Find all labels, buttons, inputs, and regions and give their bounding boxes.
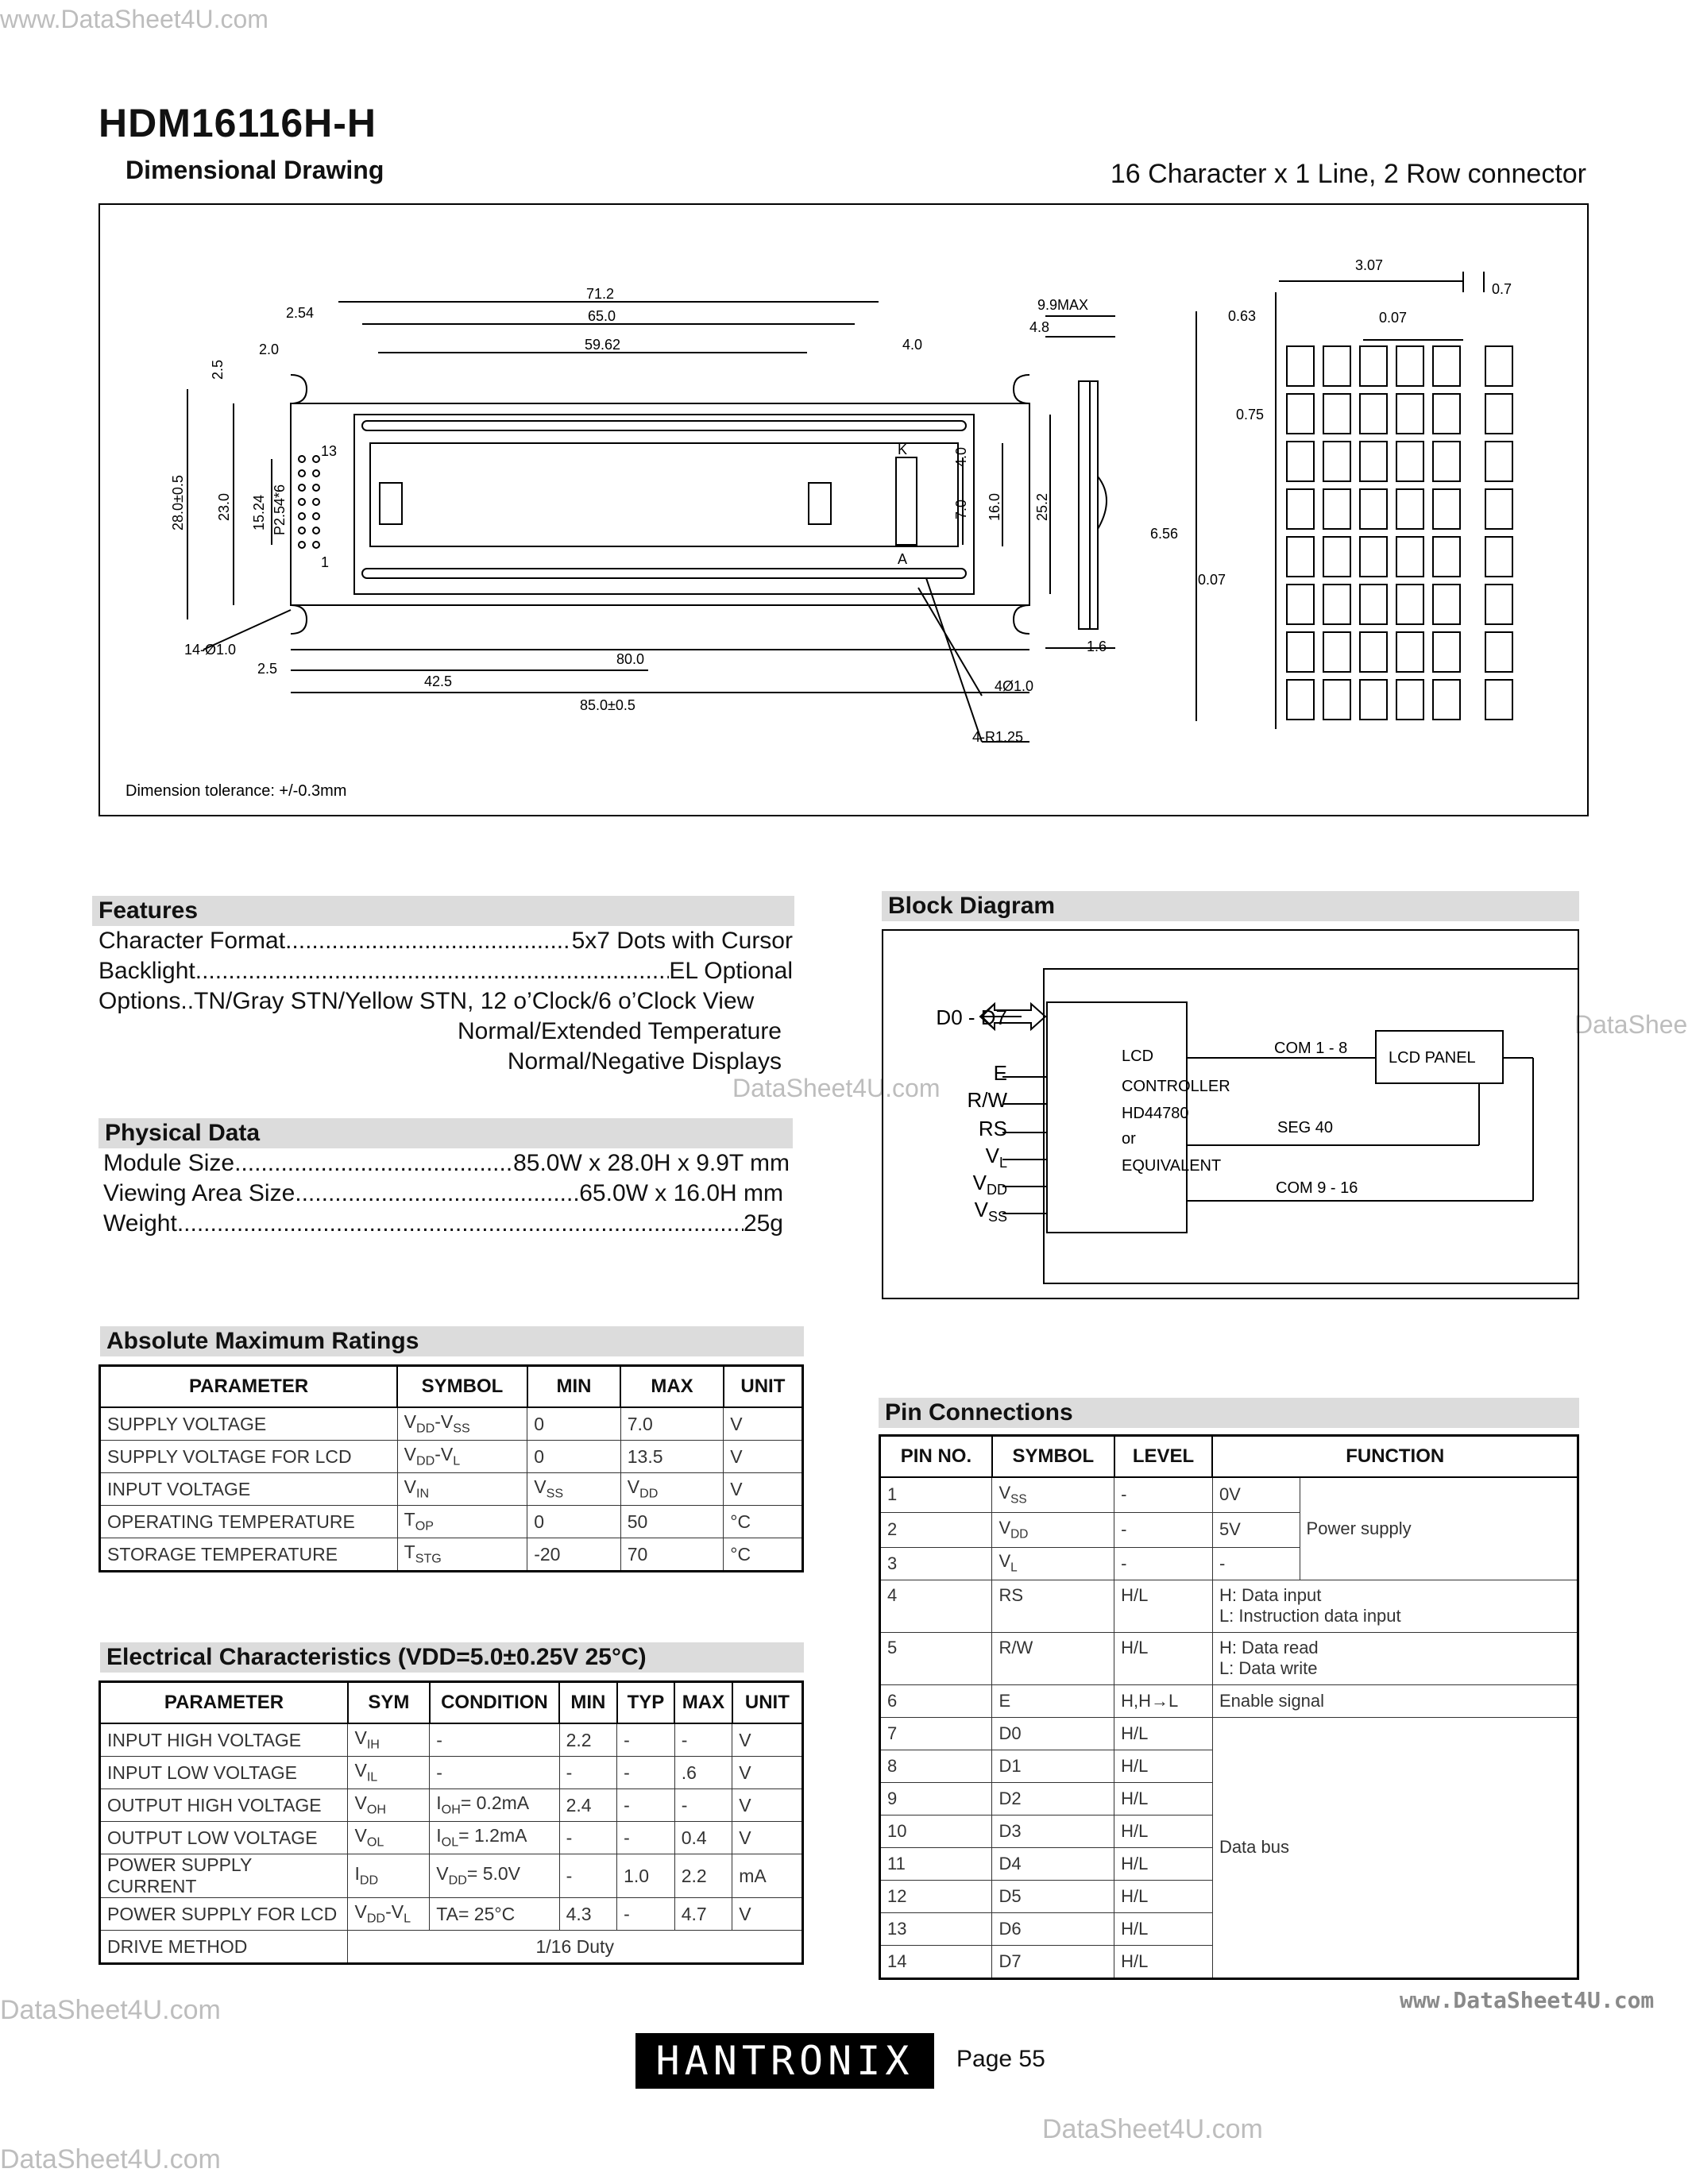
table-row: 7 D0 H/L Data bus — [880, 1717, 1578, 1750]
block-diagram — [882, 929, 1579, 1299]
dim-0-07a: 0.07 — [1379, 310, 1408, 326]
watermark-bottom-left: DataSheet4U.com — [0, 1995, 221, 2025]
power-supply-cell: Power supply — [1300, 1477, 1578, 1580]
viewing-area — [370, 443, 958, 546]
table-row: INPUT LOW VOLTAGE $V_{IL}$ - - - .6 V — [100, 1757, 803, 1789]
dim-0-63: 0.63 — [1228, 308, 1257, 324]
dot-matrix — [1287, 346, 1512, 720]
dim-42-5: 42.5 — [424, 673, 453, 689]
table-row: OUTPUT LOW VOLTAGE $V_{OL}$ $I_{OL}= 1.2mA$ - - 0.4 V — [100, 1822, 803, 1854]
hantronix-logo: HANTRONIX — [635, 2033, 934, 2089]
dim-28: 28.0±0.5 — [170, 475, 186, 531]
table-row: 10 D3 H/L — [880, 1815, 1578, 1847]
dim-1-6: 1.6 — [1087, 639, 1107, 654]
feature-displays: Normal/Negative Displays — [507, 1048, 782, 1075]
dim-6-56: 6.56 — [1150, 526, 1179, 542]
dim-4-8: 4.8 — [1029, 319, 1050, 335]
bd-seg-40: SEG 40 — [1277, 1119, 1334, 1136]
dim-59-62: 59.62 — [585, 337, 621, 353]
pin-holes — [299, 456, 319, 548]
pin-1-label: 1 — [321, 554, 330, 570]
abs-max-table — [98, 1364, 804, 1572]
feature-char-format: Character Format ..... 5x7 Dots with Cursor — [98, 926, 793, 956]
data-bus-cell: Data bus — [1212, 1717, 1578, 1978]
dim-7-0: 7.0 — [953, 499, 969, 519]
feature-backlight: Backlight ..... EL Optional — [98, 956, 793, 986]
table-header-row: PARAMETER SYM CONDITION MIN TYP MAX UNIT — [100, 1682, 803, 1724]
module-description: 16 Character x 1 Line, 2 Row connector — [1110, 159, 1586, 189]
dim-2-0: 2.0 — [259, 341, 280, 357]
table-header-row — [100, 1366, 803, 1408]
dim-65: 65.0 — [588, 308, 616, 324]
electrical-heading: Electrical Characteristics (VDD=5.0±0.25V 25°C) — [100, 1642, 804, 1673]
bd-ctrl-line5: EQUIVALENT — [1122, 1157, 1222, 1175]
col-max: MAX — [620, 1366, 724, 1408]
pins-heading: Pin Connections — [879, 1398, 1579, 1428]
watermark-right-edge: DataShee — [1574, 1010, 1688, 1039]
feature-options: Options..TN/Gray STN/Yellow STN, 12 o’Clock/6 o’Clock View — [98, 988, 755, 1014]
table-row: DRIVE METHOD 1/16 Duty — [100, 1931, 803, 1964]
bd-ctrl-line1: LCD — [1122, 1048, 1154, 1065]
dim-4-r: 4-R1.25 — [972, 729, 1024, 745]
bd-vdd: $V_{DD}$ — [972, 1171, 1007, 1198]
dim-0-75: 0.75 — [1236, 407, 1265, 423]
dim-4-0v: 4.0 — [953, 446, 969, 467]
dim-2-5a: 2.5 — [210, 359, 226, 380]
watermark-top: www.DataSheet4U.com — [0, 5, 268, 33]
table-row: 11 D4 H/L — [880, 1847, 1578, 1880]
dim-85: 85.0±0.5 — [580, 697, 635, 713]
physical-heading: Physical Data — [98, 1118, 793, 1148]
features-heading: Features — [92, 896, 794, 926]
dim-2-5b: 2.5 — [257, 661, 278, 677]
physical-viewing-area: Viewing Area Size ..... 65.0W x 16.0H mm — [103, 1179, 790, 1209]
dim-23: 23.0 — [216, 492, 232, 521]
dim-80: 80.0 — [616, 651, 645, 667]
dim-14-holes: 14-Ø1.0 — [184, 642, 237, 658]
bd-rw: R/W — [967, 1088, 1007, 1112]
dimensional-drawing — [98, 203, 1589, 816]
table-row: STORAGE TEMPERATURE $T_{STG}$ -20 70 °C — [100, 1538, 803, 1572]
block-diagram-svg — [883, 931, 1578, 1298]
page-title: HDM16116H-H — [98, 101, 377, 145]
table-row: POWER SUPPLY CURRENT $I_{DD}$ $V_{DD}= 5.0V$ - 1.0 2.2 mA — [100, 1854, 803, 1898]
table-row: OPERATING TEMPERATURE $T_{OP}$ 0 50 °C — [100, 1506, 803, 1538]
bd-vss: $V_{SS}$ — [974, 1198, 1007, 1225]
table-row: 8 D1 H/L — [880, 1750, 1578, 1782]
dim-4-0: 4.0 — [902, 337, 923, 353]
drawing-subtitle: Dimensional Drawing — [126, 156, 384, 184]
table-row: INPUT VOLTAGE $V_{IN}$ $V_{SS}$ $V_{DD}$ V — [100, 1473, 803, 1506]
col-unit: UNIT — [724, 1366, 803, 1408]
col-min: MIN — [527, 1366, 621, 1408]
table-row: 9 D2 H/L — [880, 1782, 1578, 1815]
table-row: 5 R/W H/L H: Data read L: Data write — [880, 1632, 1578, 1684]
page-number: Page 55 — [956, 2046, 1045, 2072]
physical-list — [103, 1148, 790, 1239]
table-row: 12 D5 H/L — [880, 1880, 1578, 1912]
pin-a-label: A — [898, 551, 908, 567]
dim-4-holes: 4Ø1.0 — [995, 678, 1034, 694]
watermark-mid: DataSheet4U.com — [732, 1074, 941, 1102]
col-symbol: SYMBOL — [397, 1366, 527, 1408]
pin-k-label: K — [898, 442, 908, 457]
feature-temperature: Normal/Extended Temperature — [458, 1018, 782, 1044]
watermark-footer-left: DataSheet4U.com — [0, 2144, 221, 2174]
bd-e: E — [993, 1061, 1007, 1085]
dim-3-07: 3.07 — [1355, 257, 1384, 273]
dim-15-24: 15.24 — [251, 494, 267, 531]
dim-9-9max: 9.9MAX — [1037, 297, 1089, 313]
bd-ctrl-line3: HD44780 — [1122, 1105, 1189, 1122]
watermark-bottom-center: DataSheet4U.com — [1042, 2114, 1263, 2144]
table-row: 13 D6 H/L — [880, 1912, 1578, 1945]
table-row: 6 E H,H→L Enable signal — [880, 1684, 1578, 1717]
dim-0-07b: 0.07 — [1198, 572, 1226, 588]
block-diagram-heading: Block Diagram — [882, 891, 1579, 921]
pin-13-label: 13 — [321, 443, 338, 459]
bd-rs: RS — [978, 1117, 1007, 1140]
tolerance-note: Dimension tolerance: +/-0.3mm — [126, 782, 347, 800]
abs-max-heading: Absolute Maximum Ratings — [100, 1326, 804, 1356]
bd-ctrl-line2: CONTROLLER — [1122, 1078, 1230, 1095]
electrical-table — [98, 1680, 804, 1965]
bd-com-9-16: COM 9 - 16 — [1276, 1179, 1358, 1197]
watermark-bottom-right: www.DataSheet4U.com — [1400, 1987, 1655, 2013]
table-row: SUPPLY VOLTAGE $V_{DD}-V_{SS}$ 0 7.0 V — [100, 1407, 803, 1441]
dim-0-7: 0.7 — [1492, 281, 1512, 297]
table-header-row: PIN NO. SYMBOL LEVEL FUNCTION — [880, 1436, 1578, 1478]
table-row: 1 $V_{SS}$ - 0V Power supply — [880, 1477, 1578, 1512]
drawing-svg — [100, 205, 1587, 815]
bd-lcd-panel: LCD PANEL — [1389, 1049, 1476, 1067]
dim-25-2: 25.2 — [1034, 492, 1050, 521]
table-row: 14 D7 H/L — [880, 1945, 1578, 1978]
dim-71-2: 71.2 — [586, 286, 615, 302]
table-row: 3 $V_L$ - - — [880, 1547, 1578, 1580]
col-parameter: PARAMETER — [100, 1366, 398, 1408]
bd-d0-d7: D0 - D7 — [936, 1005, 1007, 1029]
dim-2-54: 2.54 — [286, 305, 315, 321]
pins-table — [879, 1434, 1579, 1980]
dim-16: 16.0 — [987, 492, 1002, 521]
physical-module-size: Module Size ..... 85.0W x 28.0H x 9.9T mm — [103, 1148, 790, 1179]
table-row: POWER SUPPLY FOR LCD $V_{DD}-V_L$ TA= 25°C 4.3 - 4.7 V — [100, 1898, 803, 1931]
bd-vl: $V_L$ — [985, 1144, 1007, 1171]
physical-weight: Weight ..... 25g — [103, 1209, 790, 1239]
table-row: SUPPLY VOLTAGE FOR LCD $V_{DD}-V_L$ 0 13.5 V — [100, 1441, 803, 1473]
dim-p2-54: P2.54*6 — [272, 484, 288, 535]
table-row: INPUT HIGH VOLTAGE $V_{IH}$ - 2.2 - - V — [100, 1723, 803, 1757]
table-row: OUTPUT HIGH VOLTAGE $V_{OH}$ $I_{OH}= 0.2mA$ 2.4 - - V — [100, 1789, 803, 1822]
features-list — [98, 926, 793, 1077]
table-row: 4 RS H/L H: Data input L: Instruction data input — [880, 1580, 1578, 1632]
table-row: 2 $V_{DD}$ - 5V — [880, 1512, 1578, 1547]
bd-com-1-8: COM 1 - 8 — [1274, 1040, 1348, 1057]
bd-ctrl-line4: or — [1122, 1130, 1136, 1148]
